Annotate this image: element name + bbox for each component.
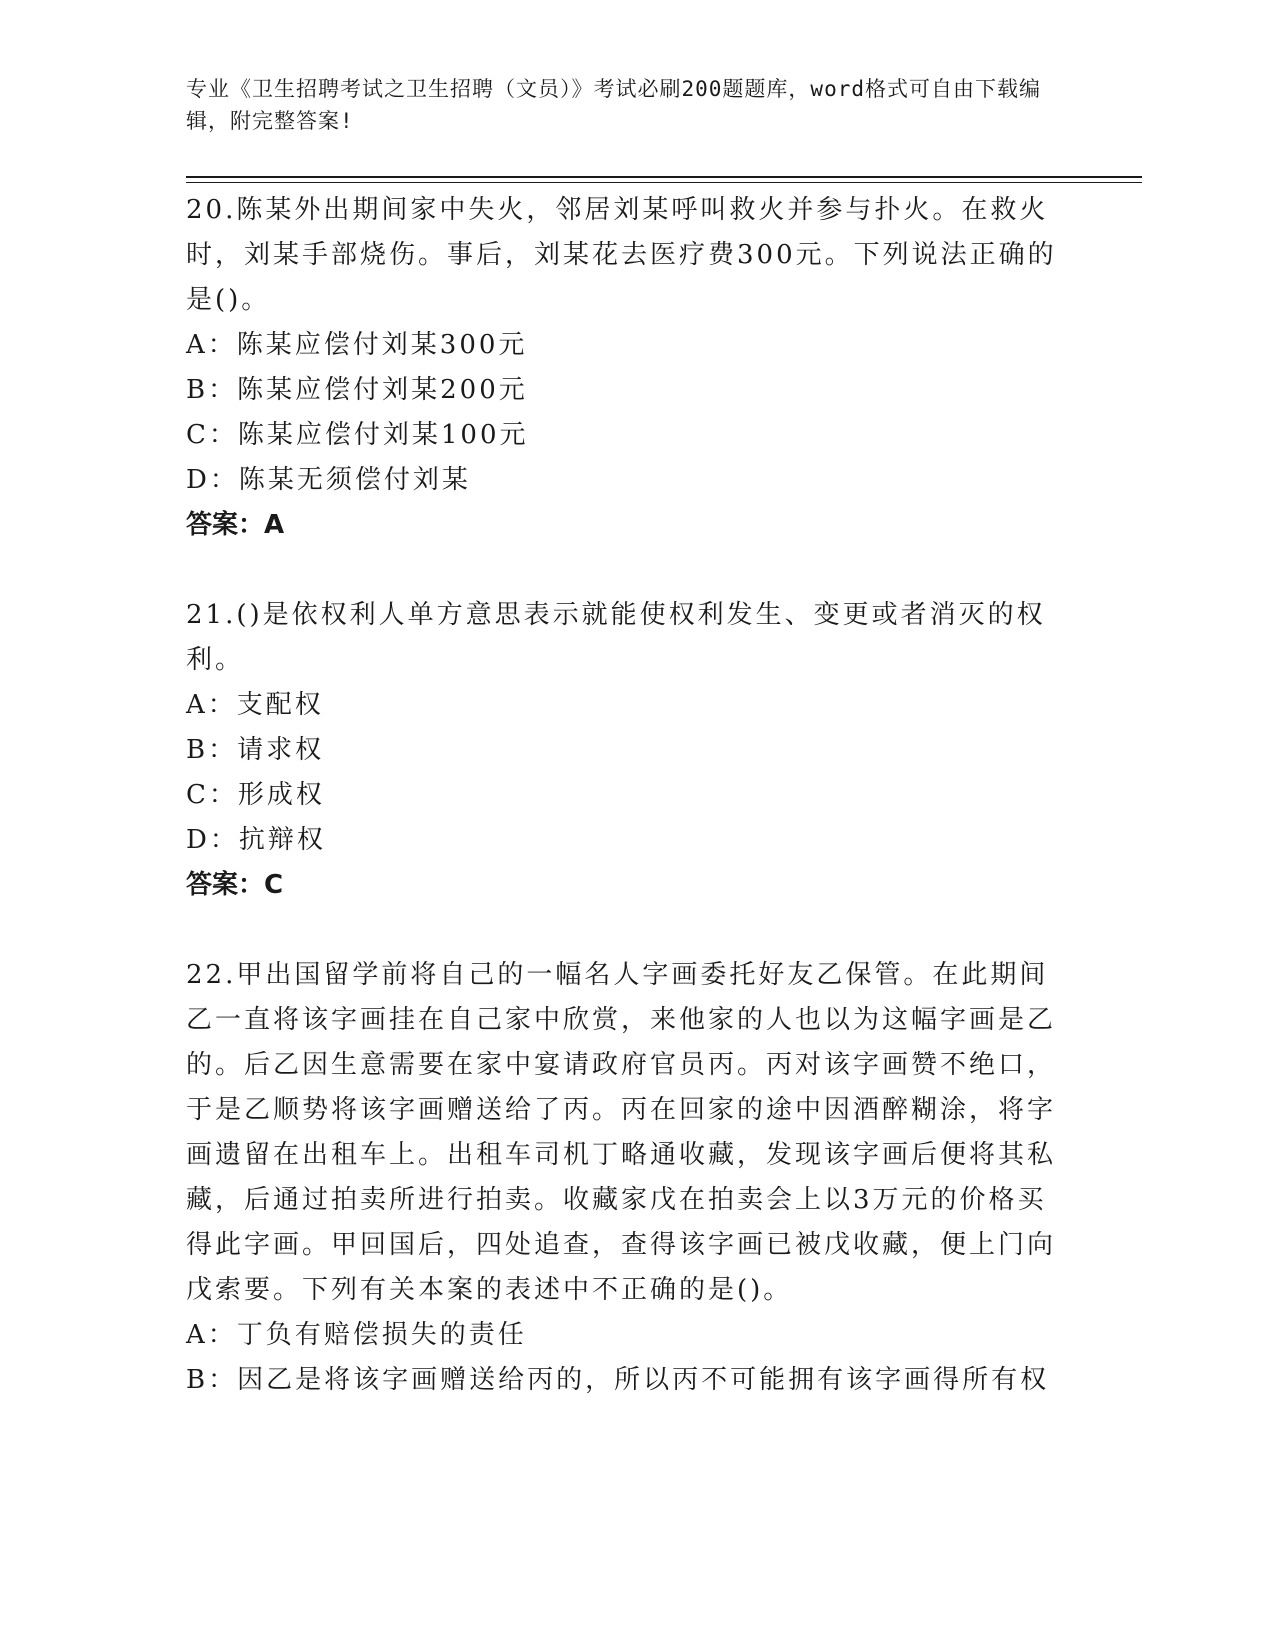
option-b: B：请求权 [186,735,325,765]
question-text: 22.甲出国留学前将自己的一幅名人字画委托好友乙保管。在此期间乙一直将该字画挂在自己家中欣赏，来他家的人也以为这幅字画是乙的。后乙因生意需要在家中宴请政府官员丙。丙对该字画赞不绝口，于是乙顺势将该字画赠送给了丙。丙在回家的途中因酒醉糊涂，将字画遗留在出租车上。出租车司机丁略通收藏，发现该字画后便将其私藏，后通过拍卖所进行拍卖。收藏家戊在拍卖会上以3万元的价格买得此字画。甲回国后，四处追查，查得该字画已被戊收藏，便上门向戊索要。下列有关本案的表述中不正确的是()。 [186,960,1057,1305]
document-header: 专业《卫生招聘考试之卫生招聘（文员）》考试必刷200题题库，word格式可自由下载编辑，附完整答案! [186,77,1041,133]
question-text: 20.陈某外出期间家中失火，邻居刘某呼叫救火并参与扑火。在救火时，刘某手部烧伤。事后，刘某花去医疗费300元。下列说法正确的是()。 [186,195,1057,315]
answer-line: 答案：A [186,510,285,540]
header-divider-thick [186,176,1142,178]
header-divider-thin [186,182,1142,183]
answer-line: 答案：C [186,870,284,900]
question-20 [186,188,1066,548]
option-c: C：形成权 [186,780,325,810]
option-b: B：因乙是将该字画赠送给丙的，所以丙不可能拥有该字画得所有权 [186,1365,1050,1395]
question-text: 21.()是依权利人单方意思表示就能使权利发生、变更或者消灭的权利。 [186,600,1046,675]
question-list [186,188,1066,1403]
question-21 [186,593,1066,908]
option-a: A：陈某应偿付刘某300元 [186,330,528,360]
question-22 [186,953,1066,1403]
option-a: A：支配权 [186,690,324,720]
option-c: C：陈某应偿付刘某100元 [186,420,529,450]
option-d: D：陈某无须偿付刘某 [186,465,471,495]
option-b: B：陈某应偿付刘某200元 [186,375,528,405]
option-d: D：抗辩权 [186,825,326,855]
option-a: A：丁负有赔偿损失的责任 [186,1320,527,1350]
